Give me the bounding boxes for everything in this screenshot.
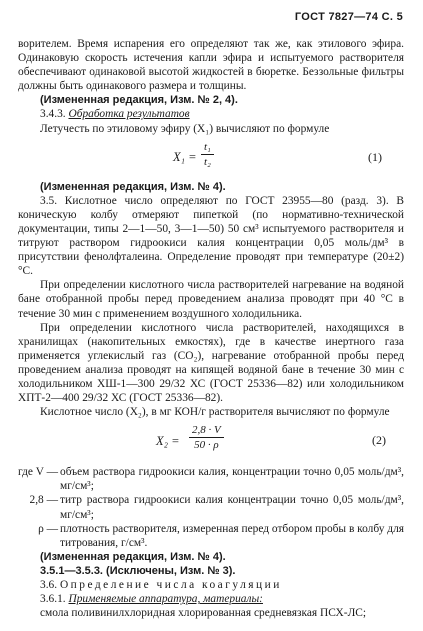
page-body	[18, 37, 404, 620]
formula-numerator: t₁	[201, 140, 214, 155]
paragraph-acid-number: 3.5. Кислотное число определяют по ГОСТ 23955—80 (разд. 3). В коническую колбу отмеряют пипеткой (по нормативно-технической документации, типы 2—1—50, 3—1—50) 50 см³ испытуемого растворителя и титруют раствором гидроокиси калия концентрации 0,05 моль/дм³ в присутствии фенолфталеина. Определение проводят при температуре (20±2) °С.	[18, 194, 404, 278]
section-title: Применяемые аппаратура, материалы:	[68, 593, 263, 606]
formula-1	[18, 140, 404, 176]
formula-denominator: 50 · ρ	[194, 439, 219, 452]
definition-item	[18, 493, 404, 521]
definition-symbol: где V —	[18, 466, 59, 479]
formula-denominator: t₂	[204, 155, 211, 168]
section-title: Определение числа коагуляции	[59, 579, 282, 591]
equation-number: (2)	[372, 433, 386, 448]
section-title: Обработка результатов	[68, 108, 190, 121]
formula-2	[18, 423, 404, 461]
amendment-note: (Измененная редакция, Изм. № 4).	[40, 180, 226, 193]
amendment-note: (Измененная редакция, Изм. № 2, 4).	[40, 94, 238, 107]
definition-text: объем раствора гидроокиси калия, концентрации точно 0,05 моль/дм³, мг/см³;	[60, 466, 404, 493]
definition-text: титр раствора гидроокиси калия концентрации точно 0,05 моль/дм³, мг/см³;	[60, 494, 404, 521]
section-number: 3.6.1.	[40, 593, 66, 606]
section-number: 3.6.	[40, 579, 58, 591]
definition-item	[18, 465, 404, 493]
paragraph-storage: При определении кислотного числа растворителей, находящихся в хранилищах (накопительных емкостях), где в качестве инертного газа применяется углекислый газ (СО₂), нагревание отобранной пробы перед проведением анализа проводят на кипящей водяной бане в течение 30 мин с холодильником ХШ-1—300 29/32 ХС (ГОСТ 25336—82) или холодильником ХПТ-2—400 29/32 ХС (ГОСТ 25336—82).	[18, 321, 404, 405]
paragraph-continuation: ворителем. Время испарения его определяют так же, как этилового эфира. Одинаковую скорость истечения капли эфира и испытуемого растворителя обеспечивают одинаковой высотой жидкостей в бюретке. Беззольные фильтры должны быть одинакового размера и толщины.	[18, 38, 404, 93]
paragraph-formula-intro: Кислотное число (X₂), в мг КОН/г растворителя вычисляют по формуле	[40, 406, 390, 419]
formula-fraction	[189, 423, 224, 452]
excluded-note: 3.5.1—3.5.3. (Исключены, Изм. № 3).	[40, 564, 236, 577]
running-head: ГОСТ 7827—74 С. 5	[294, 11, 403, 23]
section-number: 3.4.3.	[40, 108, 66, 121]
definition-text: плотность растворителя, измеренная перед отбором пробы в колбу для титрования, г/см³.	[60, 522, 404, 549]
definition-symbol: ρ —	[38, 522, 58, 535]
definition-symbol: 2,8 —	[29, 494, 58, 507]
equation-number: (1)	[368, 149, 382, 164]
definition-item	[18, 522, 404, 550]
formula-lhs: X₂ =	[156, 434, 180, 449]
paragraph-heating: При определении кислотного числа растворителей нагревание на водяной бане отобранной пробы перед проведением анализа проводят при 40 °С в течение 30 мин с применением воздушного холодильника.	[18, 279, 404, 320]
formula-numerator: 2,8 · V	[189, 423, 224, 438]
paragraph-materials: смола поливинилхлоридная хлорированная средневязкая ПСХ-ЛС;	[40, 607, 367, 620]
amendment-note: (Измененная редакция, Изм. № 4).	[40, 550, 226, 563]
formula-fraction	[201, 140, 214, 169]
section-heading-3-4-3	[18, 107, 404, 121]
formula-lhs: X₁ =	[173, 149, 197, 164]
section-heading-3-6-1	[18, 592, 404, 606]
paragraph-volatility: Летучесть по этиловому эфиру (X₁) вычисляют по формуле	[40, 122, 330, 135]
section-heading-3-6	[18, 578, 404, 592]
